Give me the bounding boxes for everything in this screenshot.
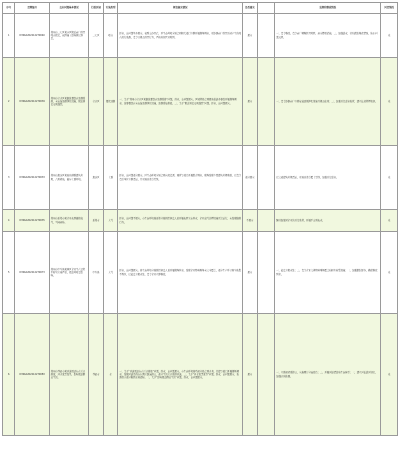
cell-id: D3SKA202212270033 (15, 146, 49, 210)
cell-real: 不属实 (243, 210, 258, 232)
cell-result: 一、立即封堵直排口，实施雨污分流改造；二、开展河道清淤和生态修复；三、建立河长巡河制度，加强水质监测。 (275, 314, 381, 436)
cell-accountability: 无 (381, 232, 398, 314)
cell-desc: 郑州市中牟县某园区企业生产过程中粉尘污染严重，周边环境受影响。 (49, 232, 89, 314)
cell-type: 大气 (103, 210, 118, 232)
cell-result: 继续加强对企业的日常监管，开展不定期夜查。 (275, 210, 381, 232)
cell-spacer (257, 314, 275, 436)
header-spacer (257, 3, 275, 14)
cell-no: 6 (3, 314, 15, 436)
cell-no: 3 (3, 146, 15, 210)
cell-spacer (257, 58, 275, 146)
table-row (3, 58, 398, 146)
cell-real: 属实 (243, 232, 258, 314)
cell-region: 中牟县 (89, 232, 104, 314)
table-row (3, 314, 398, 436)
cell-real: 属实 (243, 58, 258, 146)
cell-check: 经查，该问题部分属实。区生态环境分局会同自然资源、城管等部门开展联合调查，现场发现少量建筑垃圾堆放，已责令责任单位立即清运，并对地块进行复绿。 (118, 146, 243, 210)
cell-region: 登封市 (89, 314, 104, 436)
cell-spacer (257, 232, 275, 314)
cell-type: 噪音 (103, 14, 118, 58)
cell-result: 一、责令整改。责令商户调整经营时间，落实降噪措施，二、加强巡查，持续跟踪整改情况，防止问题反弹。 (275, 14, 381, 58)
complaint-table (2, 2, 398, 436)
table-header (3, 3, 398, 14)
cell-check: 一、关于“郑州市金水区某路段餐饮店油烟直排”问题。经查，该问题属实。区城管局会同属地街道办事处开展现场调查，涉事餐饮店未安装油烟净化设施，油烟直接排放。二、关于“附近居民反映强烈”问题。经查，该问题属实。 (118, 58, 243, 146)
cell-check: 经查，该问题属实。县生态环境分局组织执法人员开展现场检查，发现企业物料堆场未完全覆盖，部分生产环节粉尘收集不到位，已依法立案查处，责令企业立即整改。 (118, 232, 243, 314)
header-id: 受理编号 (15, 3, 49, 14)
cell-region: 新郑市 (89, 210, 104, 232)
table-row (3, 232, 398, 314)
header-accountability: 问责情况 (381, 3, 398, 14)
cell-result: 一、依法立案查处；二、责令企业完善物料堆场覆盖和粉尘收集设施；三、加强跟踪督办，确保整改到位。 (275, 232, 381, 314)
cell-id: D3SKA202212270040 (15, 14, 49, 58)
cell-check: 经查，该问题不属实。市生态环境局新郑分局组织执法人员开展夜间突击检查，企业废气治理设施正常运行，未发现偷排行为。 (118, 210, 243, 232)
cell-real: 部分属实 (243, 146, 258, 210)
cell-no: 2 (3, 58, 15, 146)
cell-type: 餐饮油烟 (103, 58, 118, 146)
cell-type: 大气 (103, 232, 118, 314)
cell-check: 经查，该问题基本属实。接到交办件后，区生态环境分局会同相关部门立即开展现场调查，对涉事商户经营活动产生的噪音进行监测，责令其规范经营行为，严格控制营业时间。 (118, 14, 243, 58)
cell-id: D3SKA202212270039 (15, 58, 49, 146)
cell-region: 二七区 (89, 14, 104, 58)
cell-no: 5 (3, 232, 15, 314)
cell-result: 已完成建筑垃圾清运，对地块进行覆土复绿，加强日常巡查。 (275, 146, 381, 210)
cell-accountability: 无 (381, 210, 398, 232)
cell-id: D3SKA202212270035 (15, 210, 49, 232)
header-no: 序号 (3, 3, 15, 14)
cell-result: 一、责令涉事商户立即安装油烟净化设施并规范使用；二、加强日常巡查监管，建立长效管理机制。 (275, 58, 381, 146)
table-row (3, 146, 398, 210)
cell-id: D3SKA202212270073 (15, 232, 49, 314)
table-row (3, 14, 398, 58)
cell-id: D3SKA202212270083 (15, 314, 49, 436)
table-body (3, 14, 398, 436)
cell-spacer (257, 146, 275, 210)
cell-real: 属实 (243, 314, 258, 436)
cell-accountability: 无 (381, 14, 398, 58)
cell-spacer (257, 14, 275, 58)
cell-type: 土壤 (103, 146, 118, 210)
cell-desc: 郑州市新郑市某企业夜间偷排废气，气味刺鼻。 (49, 210, 89, 232)
cell-desc: 郑州市金水区某路段餐饮店油烟直排，未安装油烟净化设施，附近居民反映强烈。 (49, 58, 89, 146)
cell-no: 1 (3, 14, 15, 58)
header-result: 处理和整改情况 (275, 3, 381, 14)
cell-region: 金水区 (89, 58, 104, 146)
header-check: 调查核实情况 (118, 3, 243, 14)
cell-desc: 郑州市惠济区某地块倾倒建筑垃圾，占用耕地，破坏土壤环境。 (49, 146, 89, 210)
cell-real: 属实 (243, 14, 258, 58)
cell-no: 4 (3, 210, 15, 232)
cell-spacer (257, 210, 275, 232)
cell-desc: 郑州市二七区某小区附近商户经营噪音扰民，夜间施工影响居民休息。 (49, 14, 89, 58)
header-real: 是否属实 (243, 3, 258, 14)
cell-accountability: 无 (381, 314, 398, 436)
table-row (3, 210, 398, 232)
cell-desc: 郑州市登封市某河道周边存在污水排放，河水发黑发臭，影响周边群众生活。 (49, 314, 89, 436)
header-region: 行政区域 (89, 3, 104, 14)
header-type: 污染类型 (103, 3, 118, 14)
cell-check: 一、关于“河道周边存在污水排放”问题。经查，该问题属实。市生态环境局登封分局会同水利、住建等部门开展现场调查，发现河道沿线存在雨污混流排口，部分生活污水直排河道。二、关于“河水发黑发臭”问题。经查，该问题属实，监测显示部分断面水质超标。三、关于“影响周边群众生活”问题。经查，该问题属实。 (118, 314, 243, 436)
cell-accountability: 无 (381, 146, 398, 210)
header-desc: 交办问题基本情况 (49, 3, 89, 14)
cell-region: 惠济区 (89, 146, 104, 210)
cell-type: 水 (103, 314, 118, 436)
cell-accountability: 无 (381, 58, 398, 146)
